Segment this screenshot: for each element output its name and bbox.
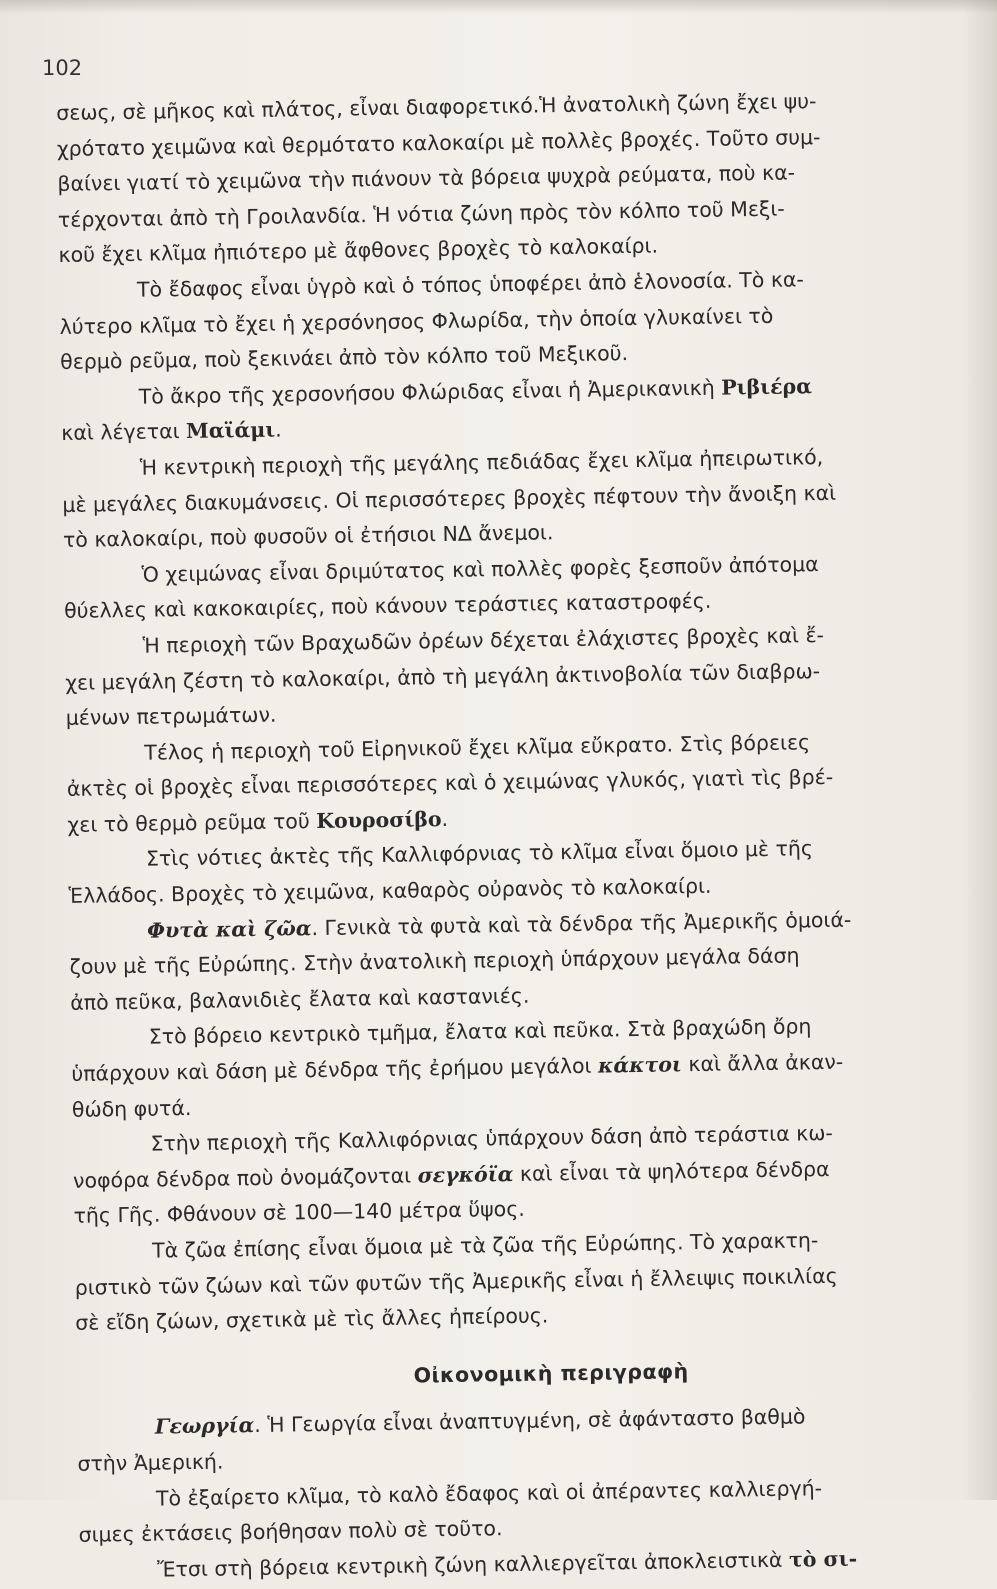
emphasis-cacti: κάκτοι <box>597 1052 683 1078</box>
section-heading: Οἰκονομικὴ περιγραφὴ <box>413 1359 689 1388</box>
text-line: τῆς Γῆς. Φθάνουν σὲ 100—140 μέτρα ὕψος. <box>73 1197 525 1229</box>
text-line: Ἑλλάδος. Βροχὲς τὸ χειμῶνα, καθαρὸς οὐρανὸς τὸ καλοκαίρι. <box>68 873 712 908</box>
text-line: Ὁ χειμώνας εἶναι δριμύτατος καὶ πολλὲς φορὲς ξεσποῦν ἀπότομα <box>141 551 819 587</box>
text-line: χει μεγάλη ζέστη τὸ καλοκαίρι, ἀπὸ τὴ μεγάλη ἀκτινοβολία τῶν διαβρω- <box>65 658 821 695</box>
text-line: καὶ λέγεται Μαϊάμι. <box>61 417 282 446</box>
text-line: θώδη φυτά. <box>71 1095 192 1122</box>
text-line: σεως, σὲ μῆκος καὶ πλάτος, εἶναι διαφορετικό.Ἡ ἀνατολικὴ ζώνη ἔχει ψυ- <box>56 89 817 125</box>
text-line: Στὸ βόρειο κεντρικὸ τμῆμα, ἔλατα καὶ πεῦκα. Στὰ βραχώδη ὄρη <box>148 1014 812 1050</box>
text-line: ριστικὸ τῶν ζώων καὶ τῶν φυτῶν τῆς Ἀμερικῆς εἶναι ἡ ἔλλειψις ποικιλίας <box>74 1263 838 1300</box>
text-line: τὸ καλοκαίρι, ποὺ φυσοῦν οἱ ἐτήσιοι ΝΔ ἄνεμοι. <box>62 520 554 553</box>
text-line: Φυτὰ καὶ ζῶα. Γενικὰ τὰ φυτὰ καὶ τὰ δένδρα τῆς Ἀμερικῆς ὁμοιά- <box>146 907 852 943</box>
text-line: Τὰ ζῶα ἐπίσης εἶναι ὅμοια μὲ τὰ ζῶα τῆς Εὐρώπης. Τὸ χαρακτη- <box>151 1228 819 1263</box>
text-line: ζουν μὲ τῆς Εὐρώπης. Στὴν ἀνατολικὴ περιοχὴ ὑπάρχουν μεγάλα δάση <box>69 943 800 980</box>
text-line: Ἔτσι στὴ βόρεια κεντρικὴ ζώνη καλλιεργεῖται ἀποκλειστικὰ τὸ σι- <box>156 1546 858 1582</box>
page-number: 102 <box>42 56 83 80</box>
text-line: θερμὸ ρεῦμα, ποὺ ξεκινάει ἀπὸ τὸν κόλπο τοῦ Μεξικοῦ. <box>59 341 629 375</box>
text-line: χει τὸ θερμὸ ρεῦμα τοῦ Κουροσίβο. <box>67 806 449 837</box>
page-top-shadow <box>0 0 997 14</box>
text-line: θύελλες καὶ κακοκαιρίες, ποὺ κάνουν τεράστιες καταστροφές. <box>63 589 712 624</box>
text-line: νοφόρα δένδρα ποὺ ὀνομάζονται σεγκόϊα καὶ εἶναι τὰ ψηλότερα δένδρα <box>72 1156 830 1193</box>
text-line: σὲ εἴδη ζώων, σχετικὰ μὲ τὶς ἄλλες ἠπείρους. <box>75 1303 549 1336</box>
text-line: Τὸ ἔδαφος εἶναι ὑγρὸ καὶ ὁ τόπος ὑποφέρει ἀπὸ ἑλονοσία. Τὸ κα- <box>136 267 805 302</box>
text-line: Τὸ ἐξαίρετο κλῖμα, τὸ καλὸ ἔδαφος καὶ οἱ ἀπέραντες καλλιεργή- <box>155 1475 823 1511</box>
text-line: τέρχονται ἀπὸ τὴ Γροιλανδία. Ἡ νότια ζώνη πρὸς τὸν κόλπο τοῦ Μεξι- <box>57 196 785 232</box>
text-line: σιμες ἐκτάσεις βοήθησαν πολὺ σὲ τοῦτο. <box>78 1516 503 1547</box>
text-line: στὴν Ἀμερική. <box>77 1449 224 1476</box>
text-line: χρότατο χειμῶνα καὶ θερμότατο καλοκαίρι μὲ πολλὲς βροχές. Τοῦτο συμ- <box>56 124 821 161</box>
text-line: ἀκτὲς οἱ βροχὲς εἶναι περισσότερες καὶ ὁ χειμώνας γλυκός, γιατὶ τὶς βρέ- <box>66 765 834 802</box>
text-line: Τὸ ἄκρο τῆς χερσονήσου Φλώριδας εἶναι ἡ Ἀμερικανικὴ Ριβιέρα <box>138 373 813 409</box>
text-line: Γεωργία. Ἡ Γεωργία εἶναι ἀναπτυγμένη, σὲ ἀφάνταστο βαθμὸ <box>154 1404 806 1439</box>
text-line: μένων πετρωμάτων. <box>65 702 277 731</box>
text-line: βαίνει γιατί τὸ χειμῶνα τὴν πιάνουν τὰ βόρεια ψυχρὰ ρεύματα, ποὺ κα- <box>57 160 796 197</box>
subheading-flora-fauna: Φυτὰ καὶ ζῶα <box>146 915 312 943</box>
text-line: Ἡ κεντρικὴ περιοχὴ τῆς μεγάλης πεδιάδας ἔχει κλῖμα ἠπειρωτικό, <box>139 444 824 480</box>
emphasis-miami: Μαϊάμι <box>185 417 276 444</box>
text-line: λύτερο κλῖμα τὸ ἔχει ἡ χερσόνησος Φλωρίδα, τὴν ὁποία γλυκαίνει τὸ <box>59 303 774 339</box>
body-text <box>56 82 969 1589</box>
text-line: Ἡ περιοχὴ τῶν Βραχωδῶν ὀρέων δέχεται ἐλάχιστες βροχὲς καὶ ἔ- <box>142 622 825 658</box>
text-line: ὑπάρχουν καὶ δάση μὲ δένδρα τῆς ἐρήμου μεγάλοι κάκτοι καὶ ἄλλα ἀκαν- <box>71 1049 844 1086</box>
text-line: ἀπὸ πεῦκα, βαλανιδιὲς ἔλατα καὶ καστανιές. <box>70 983 530 1015</box>
subheading-agriculture: Γεωργία <box>154 1413 255 1439</box>
emphasis-sequoia: σεγκόϊα <box>417 1161 514 1188</box>
emphasis-riviera: Ριβιέρα <box>721 373 813 400</box>
text-line: Στὴν περιοχὴ τῆς Καλλιφόρνιας ὑπάρχουν δάση ἀπὸ τεράστια κω- <box>150 1121 833 1156</box>
emphasis-wheat: τὸ σι- <box>788 1546 858 1572</box>
text-line: κοῦ ἔχει κλῖμα ἠπιότερο μὲ ἄφθονες βροχὲς τὸ καλοκαίρι. <box>58 233 659 268</box>
text-line: Τέλος ἡ περιοχὴ τοῦ Εἰρηνικοῦ ἔχει κλῖμα εὔκρατο. Στὶς βόρειες <box>144 729 811 765</box>
text-line: Στὶς νότιες ἀκτὲς τῆς Καλλιφόρνιας τὸ κλῖμα εἶναι ὅμοιο μὲ τῆς <box>145 836 814 872</box>
page-gutter-shadow <box>963 0 997 1500</box>
text-line: μὲ μεγάλες διακυμάνσεις. Οἱ περισσότερες βροχὲς πέφτουν τὴν ἄνοιξη καὶ <box>62 480 837 517</box>
emphasis-kuroshio: Κουροσίβο <box>316 806 442 833</box>
